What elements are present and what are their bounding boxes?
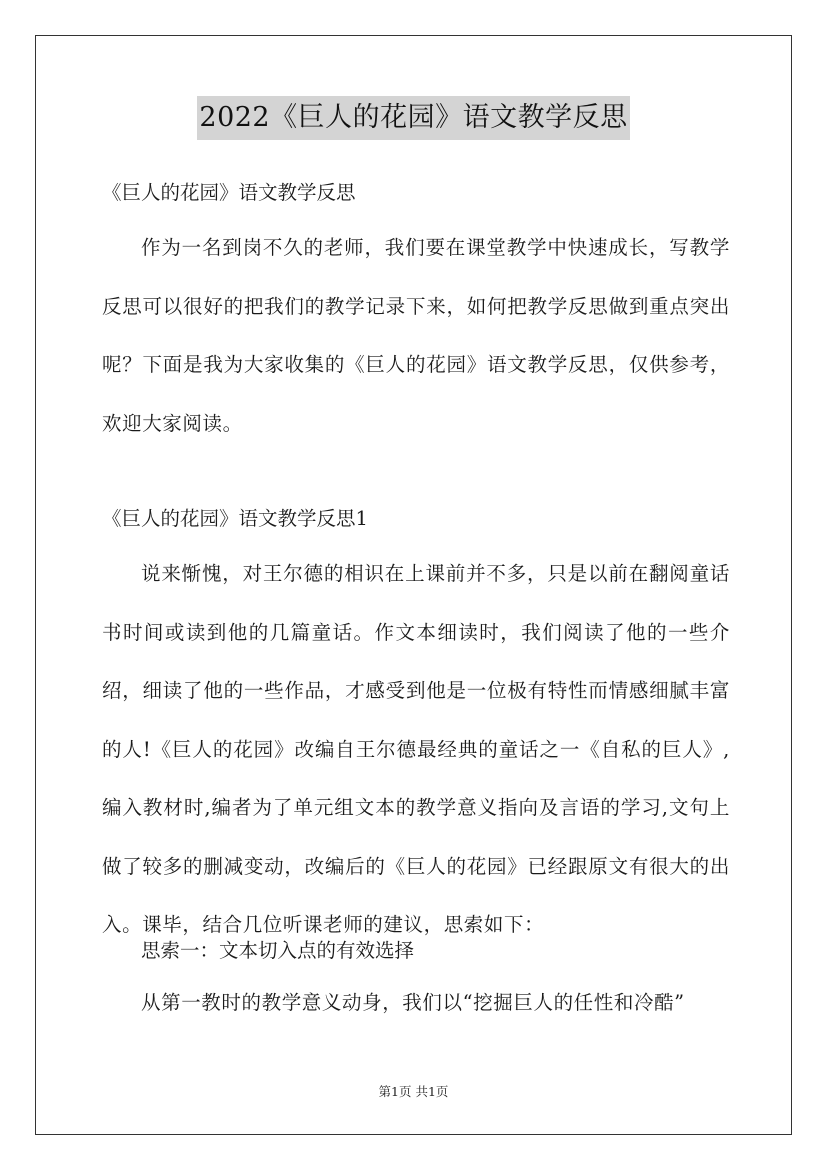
document-title: 2022《巨人的花园》语文教学反思	[197, 96, 629, 140]
intro-paragraph: 作为一名到岗不久的老师，我们要在课堂教学中快速成长，写教学反思可以很好的把我们的教学记录下来，如何把教学反思做到重点突出呢？下面是我为大家收集的《巨人的花园》语文教学反思，仅供参考，欢迎大家阅读。	[102, 236, 730, 435]
point1-paragraph: 从第一教时的教学意义动身，我们以“挖掘巨人的任性和冷酷”	[141, 991, 685, 1014]
title-container	[0, 96, 827, 140]
page-footer: 第1页 共1页	[378, 1084, 449, 1099]
section1-paragraph: 说来惭愧，对王尔德的相识在上课前并不多，只是以前在翻阅童话书时间或读到他的几篇童话。作文本细读时，我们阅读了他的一些介绍，细读了他的一些作品，才感受到他是一位极有特性而情感细腻丰富的人!《巨人的花园》改编自王尔德最经典的童话之一《自私的巨人》,编入教材时,编者为了单元组文本的教学意义指向及言语的学习,文句上做了较多的删减变动，改编后的《巨人的花园》已经跟原文有很大的出入。课毕，结合几位听课老师的建议，思索如下：	[102, 562, 730, 936]
document-subtitle: 《巨人的花园》语文教学反思	[102, 181, 356, 204]
point1-heading: 思索一：文本切入点的有效选择	[141, 939, 415, 962]
section1-heading: 《巨人的花园》语文教学反思1	[102, 507, 368, 530]
